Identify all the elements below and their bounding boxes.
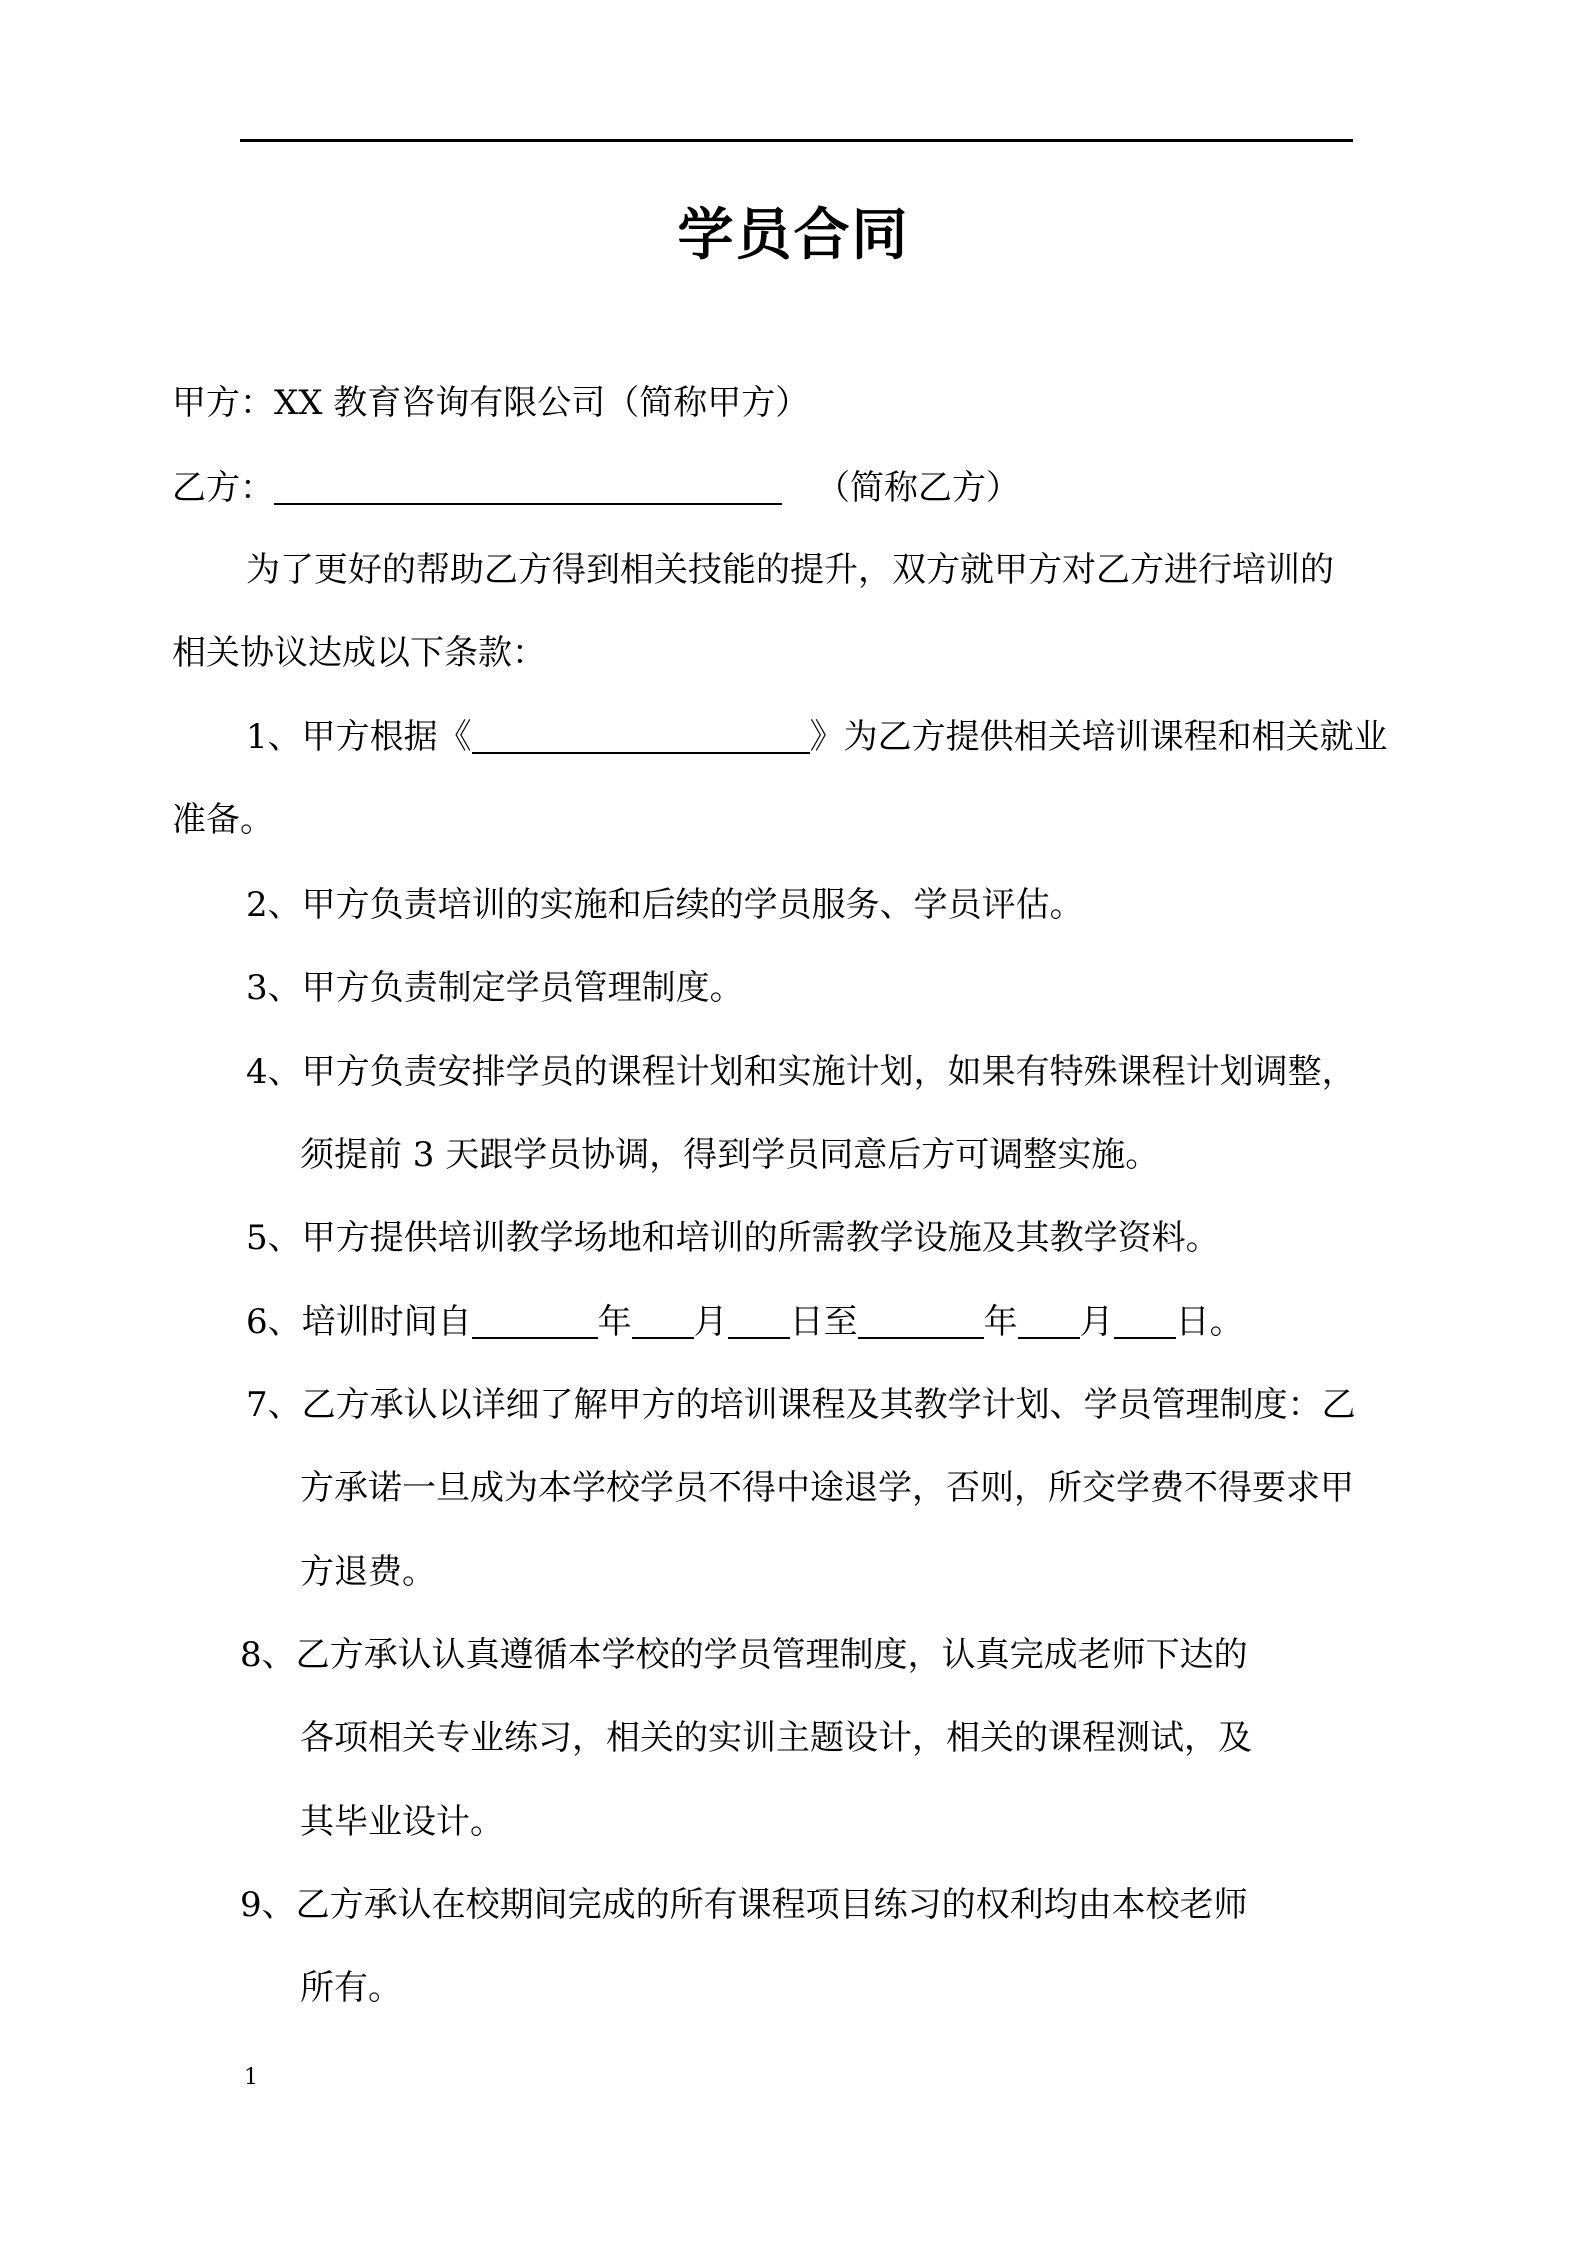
course-name-field[interactable] <box>472 716 810 754</box>
start-month-label: 月 <box>693 1302 728 1342</box>
start-year-label: 年 <box>597 1302 632 1342</box>
clause-6-prefix: 6、培训时间自 <box>246 1302 472 1342</box>
party-a-line: 甲方：XX 教育咨询有限公司（简称甲方） <box>172 383 810 423</box>
start-day-label: 日至 <box>789 1302 858 1342</box>
document-title: 学员合同 <box>677 202 910 268</box>
party-b-label: 乙方： <box>172 468 274 508</box>
clause-1-suffix: 》为乙方提供相关培训课程和相关就业 <box>809 717 1388 757</box>
party-b-suffix: （简称乙方） <box>816 468 1020 508</box>
end-month-field[interactable] <box>1018 1301 1080 1339</box>
header-rule <box>240 139 1353 142</box>
page-number: 1 <box>244 2065 258 2090</box>
end-day-label: 日。 <box>1175 1302 1244 1342</box>
start-day-field[interactable] <box>728 1301 790 1339</box>
clause-4-line-2: 须提前 3 天跟学员协调，得到学员同意后方可调整实施。 <box>300 1135 1160 1175</box>
clause-7-line-1: 7、乙方承认以详细了解甲方的培训课程及其教学计划、学员管理制度：乙 <box>246 1385 1356 1425</box>
party-b-name-field[interactable] <box>274 467 782 505</box>
start-month-field[interactable] <box>632 1301 694 1339</box>
clause-1-line-1 <box>246 712 1388 762</box>
preamble-line-2: 相关协议达成以下条款： <box>172 633 546 673</box>
end-year-label: 年 <box>983 1302 1018 1342</box>
start-year-field[interactable] <box>472 1301 598 1339</box>
clause-1-prefix: 1、甲方根据《 <box>246 717 472 757</box>
clause-9-line-2: 所有。 <box>300 1968 402 2008</box>
clause-7-line-2: 方承诺一旦成为本学校学员不得中途退学，否则，所交学费不得要求甲 <box>300 1468 1354 1508</box>
preamble-line-1: 为了更好的帮助乙方得到相关技能的提升，双方就甲方对乙方进行培训的 <box>246 550 1334 590</box>
end-day-field[interactable] <box>1114 1301 1176 1339</box>
clause-2: 2、甲方负责培训的实施和后续的学员服务、学员评估。 <box>246 885 1084 925</box>
clause-6 <box>246 1297 1244 1347</box>
party-b-line <box>172 463 1020 513</box>
clause-8-line-3: 其毕业设计。 <box>300 1802 504 1842</box>
clause-5: 5、甲方提供培训教学场地和培训的所需教学设施及其教学资料。 <box>246 1218 1220 1258</box>
end-month-label: 月 <box>1079 1302 1114 1342</box>
clause-9-line-1: 9、乙方承认在校期间完成的所有课程项目练习的权利均由本校老师 <box>240 1885 1248 1925</box>
clause-8-line-1: 8、乙方承认认真遵循本学校的学员管理制度，认真完成老师下达的 <box>240 1635 1248 1675</box>
clause-7-line-3: 方退费。 <box>300 1552 436 1592</box>
clause-8-line-2: 各项相关专业练习，相关的实训主题设计，相关的课程测试，及 <box>300 1718 1252 1758</box>
clause-1-line-2: 准备。 <box>172 800 274 840</box>
clause-4-line-1: 4、甲方负责安排学员的课程计划和实施计划，如果有特殊课程计划调整， <box>246 1052 1356 1092</box>
end-year-field[interactable] <box>858 1301 984 1339</box>
clause-3: 3、甲方负责制定学员管理制度。 <box>246 968 744 1008</box>
